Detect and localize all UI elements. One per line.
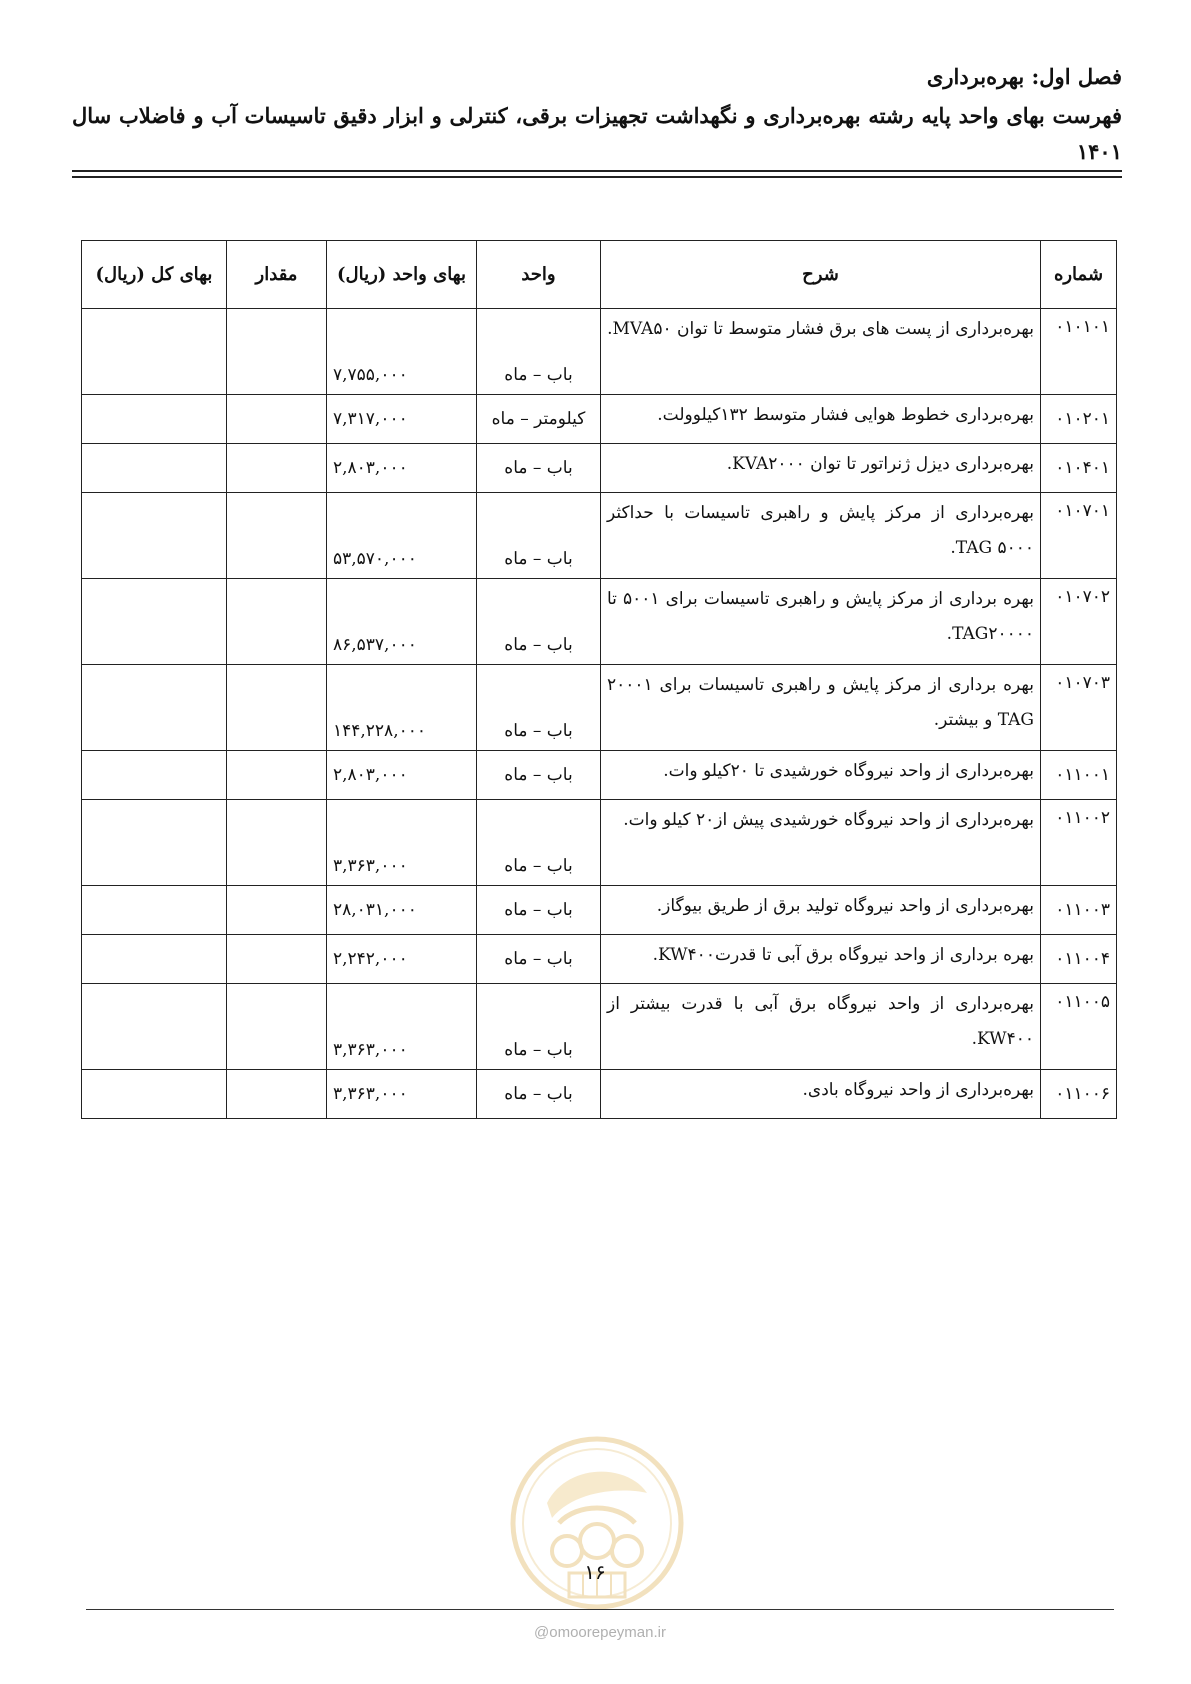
item-unit: باب – ماه	[477, 493, 601, 579]
item-total-price	[82, 665, 227, 751]
item-number: ۰۱۰۲۰۱	[1041, 395, 1117, 444]
item-unit-price: ۳,۳۶۳,۰۰۰	[327, 1070, 477, 1119]
item-number: ۰۱۱۰۰۴	[1041, 935, 1117, 984]
table-row	[82, 935, 1117, 984]
column-header-total-price: بهای کل (ریال)	[82, 241, 227, 309]
item-description: بهره‌برداری از واحد نیروگاه بادی.	[601, 1070, 1041, 1119]
item-unit-price: ۲۸,۰۳۱,۰۰۰	[327, 886, 477, 935]
item-description: بهره‌برداری از واحد نیروگاه خورشیدی پیش از۲۰ کیلو وات.	[601, 800, 1041, 886]
item-quantity	[227, 984, 327, 1070]
item-unit: باب – ماه	[477, 984, 601, 1070]
item-number: ۰۱۱۰۰۶	[1041, 1070, 1117, 1119]
item-number: ۰۱۱۰۰۵	[1041, 984, 1117, 1070]
item-description: بهره‌برداری از مرکز پایش و راهبری تاسیسات با حداکثر TAG ۵۰۰۰.	[601, 493, 1041, 579]
item-quantity	[227, 493, 327, 579]
item-description: بهره برداری از واحد نیروگاه برق آبی تا قدرتKW۴۰۰.	[601, 935, 1041, 984]
column-header-description: شرح	[601, 241, 1041, 309]
footer-rule	[86, 1609, 1114, 1610]
item-total-price	[82, 935, 227, 984]
table-row	[82, 395, 1117, 444]
table-row	[82, 984, 1117, 1070]
item-number: ۰۱۰۷۰۱	[1041, 493, 1117, 579]
item-unit-price: ۳,۳۶۳,۰۰۰	[327, 984, 477, 1070]
item-quantity	[227, 935, 327, 984]
item-unit: باب – ماه	[477, 886, 601, 935]
table-row	[82, 1070, 1117, 1119]
item-number: ۰۱۱۰۰۱	[1041, 751, 1117, 800]
item-total-price	[82, 984, 227, 1070]
item-number: ۰۱۰۱۰۱	[1041, 309, 1117, 395]
table-row	[82, 886, 1117, 935]
item-quantity	[227, 444, 327, 493]
item-total-price	[82, 395, 227, 444]
item-unit-price: ۲,۸۰۳,۰۰۰	[327, 444, 477, 493]
watermark-logo-icon	[507, 1433, 687, 1613]
footer-website: @omoorepeyman.ir	[534, 1624, 666, 1641]
column-header-number: شماره	[1041, 241, 1117, 309]
column-header-quantity: مقدار	[227, 241, 327, 309]
item-total-price	[82, 1070, 227, 1119]
chapter-title: فصل اول: بهره‌برداری	[926, 64, 1122, 89]
item-unit: باب – ماه	[477, 579, 601, 665]
item-unit-price: ۷,۳۱۷,۰۰۰	[327, 395, 477, 444]
item-unit: باب – ماه	[477, 444, 601, 493]
item-unit-price: ۲,۸۰۳,۰۰۰	[327, 751, 477, 800]
item-unit-price: ۷,۷۵۵,۰۰۰	[327, 309, 477, 395]
item-quantity	[227, 1070, 327, 1119]
item-unit: باب – ماه	[477, 665, 601, 751]
item-unit-price: ۵۳,۵۷۰,۰۰۰	[327, 493, 477, 579]
price-list-table	[81, 240, 1117, 1119]
item-unit: باب – ماه	[477, 309, 601, 395]
item-quantity	[227, 665, 327, 751]
table-header-row	[82, 241, 1117, 309]
item-description: بهره‌برداری از واحد نیروگاه تولید برق از طریق بیوگاز.	[601, 886, 1041, 935]
column-header-unit: واحد	[477, 241, 601, 309]
item-quantity	[227, 579, 327, 665]
item-description: بهره‌برداری از پست های برق فشار متوسط تا توان MVA۵۰.	[601, 309, 1041, 395]
item-number: ۰۱۰۷۰۳	[1041, 665, 1117, 751]
table-row	[82, 493, 1117, 579]
item-description: بهره‌برداری از واحد نیروگاه خورشیدی تا ۲۰کیلو وات.	[601, 751, 1041, 800]
item-total-price	[82, 579, 227, 665]
item-total-price	[82, 493, 227, 579]
document-title: فهرست بهای واحد پایه رشته بهره‌برداری و نگهداشت تجهیزات برقی، کنترلی و ابزار دقیق تاسیسات آب و فاضلاب سال ۱۴۰۱	[72, 103, 1122, 164]
item-number: ۰۱۱۰۰۳	[1041, 886, 1117, 935]
table-row	[82, 751, 1117, 800]
item-unit: کیلومتر – ماه	[477, 395, 601, 444]
table-row	[82, 444, 1117, 493]
column-header-unit-price: بهای واحد (ریال)	[327, 241, 477, 309]
item-unit: باب – ماه	[477, 935, 601, 984]
item-description: بهره‌برداری خطوط هوایی فشار متوسط ۱۳۲کیلوولت.	[601, 395, 1041, 444]
item-quantity	[227, 309, 327, 395]
item-unit-price: ۲,۲۴۲,۰۰۰	[327, 935, 477, 984]
item-number: ۰۱۱۰۰۲	[1041, 800, 1117, 886]
item-total-price	[82, 886, 227, 935]
item-quantity	[227, 886, 327, 935]
table-row	[82, 800, 1117, 886]
header-double-rule	[72, 170, 1122, 178]
item-quantity	[227, 800, 327, 886]
item-number: ۰۱۰۷۰۲	[1041, 579, 1117, 665]
item-total-price	[82, 444, 227, 493]
item-unit: باب – ماه	[477, 1070, 601, 1119]
item-unit: باب – ماه	[477, 800, 601, 886]
item-unit-price: ۳,۳۶۳,۰۰۰	[327, 800, 477, 886]
item-unit: باب – ماه	[477, 751, 601, 800]
table-row	[82, 665, 1117, 751]
table-row	[82, 579, 1117, 665]
item-total-price	[82, 309, 227, 395]
item-description: بهره برداری از مرکز پایش و راهبری تاسیسات برای ۲۰۰۰۱ TAG و بیشتر.	[601, 665, 1041, 751]
item-unit-price: ۸۶,۵۳۷,۰۰۰	[327, 579, 477, 665]
page-header	[72, 52, 1122, 170]
table-row	[82, 309, 1117, 395]
item-description: بهره برداری از مرکز پایش و راهبری تاسیسات برای ۵۰۰۱ تا TAG۲۰۰۰۰.	[601, 579, 1041, 665]
item-quantity	[227, 751, 327, 800]
item-quantity	[227, 395, 327, 444]
item-total-price	[82, 800, 227, 886]
item-description: بهره‌برداری از واحد نیروگاه برق آبی با قدرت بیشتر از KW۴۰۰.	[601, 984, 1041, 1070]
item-number: ۰۱۰۴۰۱	[1041, 444, 1117, 493]
item-total-price	[82, 751, 227, 800]
item-unit-price: ۱۴۴,۲۲۸,۰۰۰	[327, 665, 477, 751]
item-description: بهره‌برداری دیزل ژنراتور تا توان KVA۲۰۰۰.	[601, 444, 1041, 493]
page-number: ۱۶	[584, 1560, 606, 1584]
